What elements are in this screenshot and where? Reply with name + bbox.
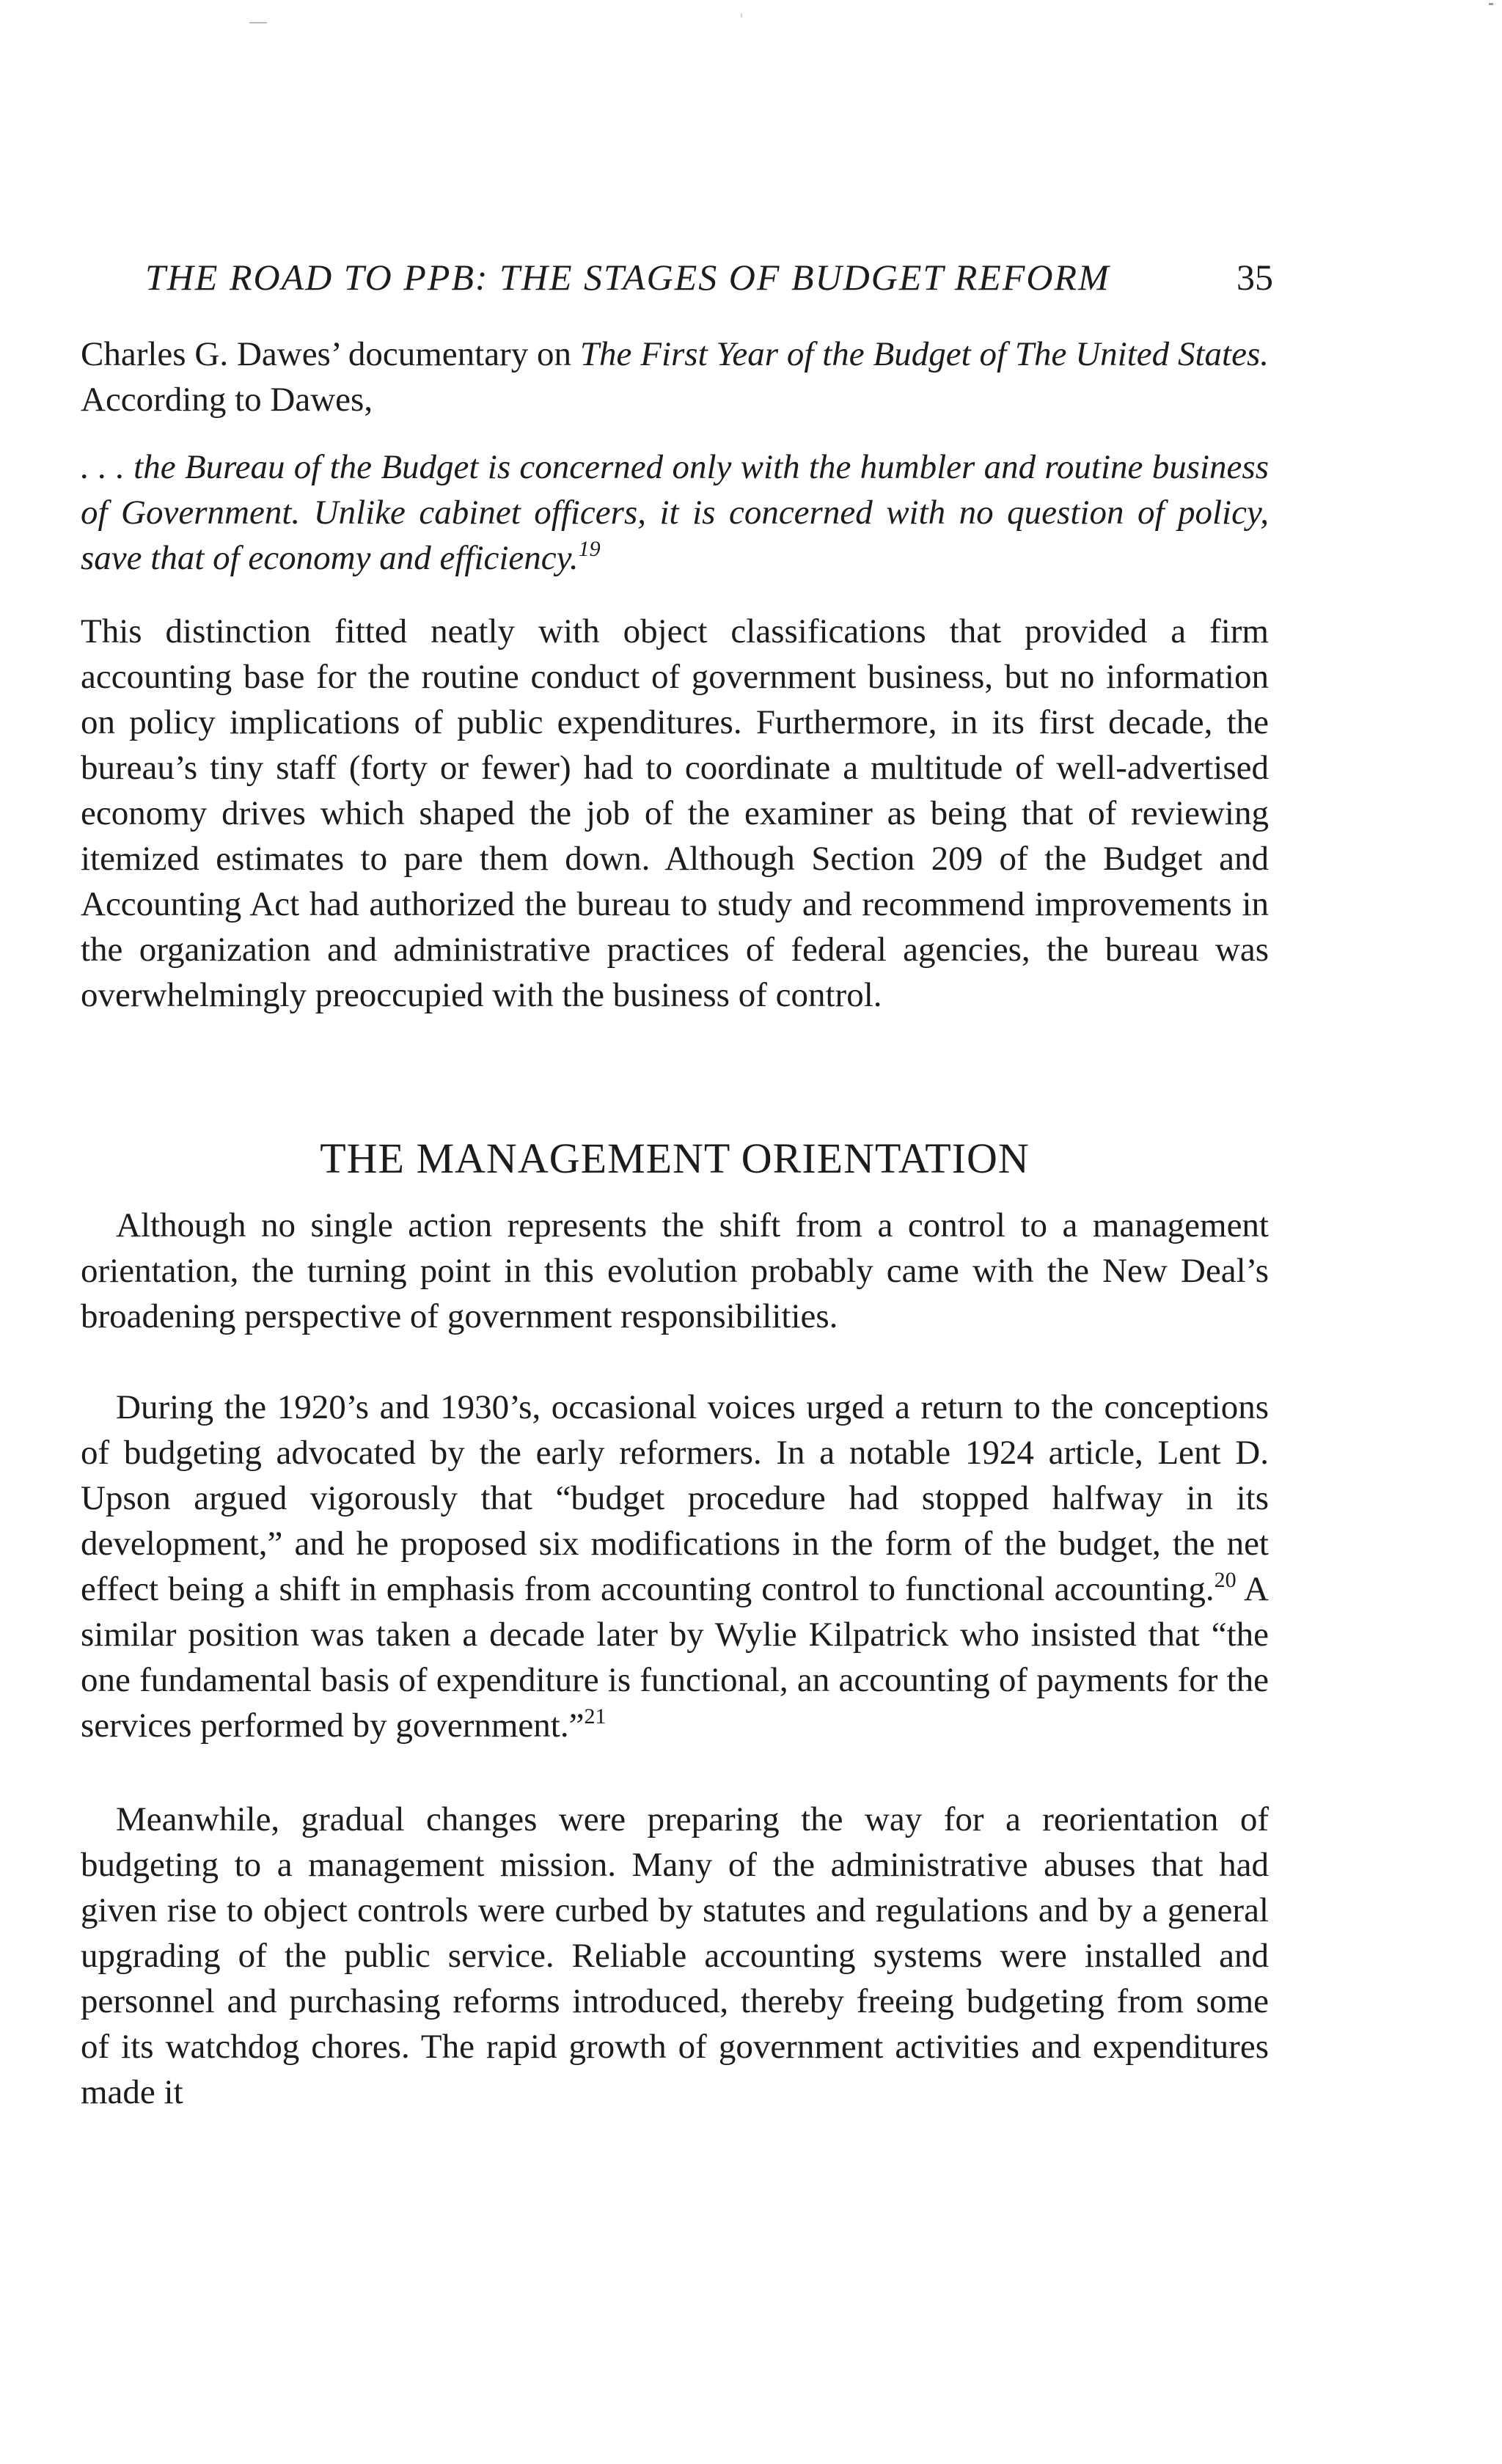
scan-artifact xyxy=(1489,3,1493,5)
paragraph-text: This distinction fitted neatly with object classifications that provided a firm accounting base for the routine conduct of government business, but no information on policy implications of public expenditures. Furthermore, in its first decade, the bureau’s tiny staff (forty or fewer) had to coordinate a multitude of well-advertised economy drives which shaped the job of the examiner as being that of reviewing itemized estimates to pare them down. Although Section 209 of the Budget and Accounting Act had authorized the bureau to study and recommend improvements in the organization and administrative practices of federal agencies, the bureau was overwhelmingly preoccupied with the business of control. xyxy=(81,612,1269,1014)
running-head xyxy=(145,248,1283,307)
footnote-ref-19: 19 xyxy=(578,537,601,561)
paragraph-text: During the 1920’s and 1930’s, occasional voices urged a return to the conceptions of budgeting advocated by the early reformers. In a notable 1924 article, Lent D. Upson argued vigorously that “budget procedure had stopped halfway in its development,” and he proposed six modifications in the form of the budget, the net effect being a shift in emphasis from accounting control to functional accounting. xyxy=(81,1388,1269,1608)
quote-text: . . . the Bureau of the Budget is concerned only with the humbler and routine business of Government. Unlike cabinet officers, it is concerned with no question of policy, save that of economy and efficiency. xyxy=(81,448,1269,577)
scan-artifact xyxy=(741,13,742,18)
cited-book-title: The First Year of the Budget of The United States. xyxy=(579,335,1270,373)
block-quote xyxy=(81,444,1269,581)
scan-artifact xyxy=(249,22,267,23)
paragraph-text: Meanwhile, gradual changes were preparing the way for a reorientation of budgeting to a management mission. Many of the administrative abuses that had given rise to object controls were curbed by statutes and regulations and by a general upgrading of the public service. Reliable accounting systems were installed and personnel and purchasing reforms introduced, thereby freeing budgeting from some of its watchdog chores. The rapid growth of government activities and expenditures made it xyxy=(81,1800,1269,2111)
body-paragraph-3 xyxy=(81,1385,1269,1748)
body-paragraph-1 xyxy=(81,609,1269,1018)
running-head-title: THE ROAD TO PPB: THE STAGES OF BUDGET REFORM xyxy=(145,257,1110,298)
page-number: 35 xyxy=(1237,257,1273,298)
intro-paragraph xyxy=(81,331,1269,422)
paragraph-text-cont: A similar position was taken a decade later by Wylie Kilpatrick who insisted that “the one fundamental basis of expenditure is functional, an accounting of payments for the services performed by government.” xyxy=(81,1570,1269,1745)
paragraph-text: Although no single action represents the shift from a control to a management orientation, the turning point in this evolution probably came with the New Deal’s broadening perspective of government responsibilities. xyxy=(81,1206,1269,1335)
body-paragraph-4 xyxy=(81,1797,1269,2115)
footnote-ref-20: 20 xyxy=(1214,1568,1237,1592)
section-heading: THE MANAGEMENT ORIENTATION xyxy=(320,1134,1030,1182)
intro-text: Charles G. Dawes’ documentary on xyxy=(81,335,580,373)
footnote-ref-21: 21 xyxy=(584,1704,607,1728)
intro-text-end: According to Dawes, xyxy=(81,381,373,419)
body-paragraph-2 xyxy=(81,1203,1269,1339)
